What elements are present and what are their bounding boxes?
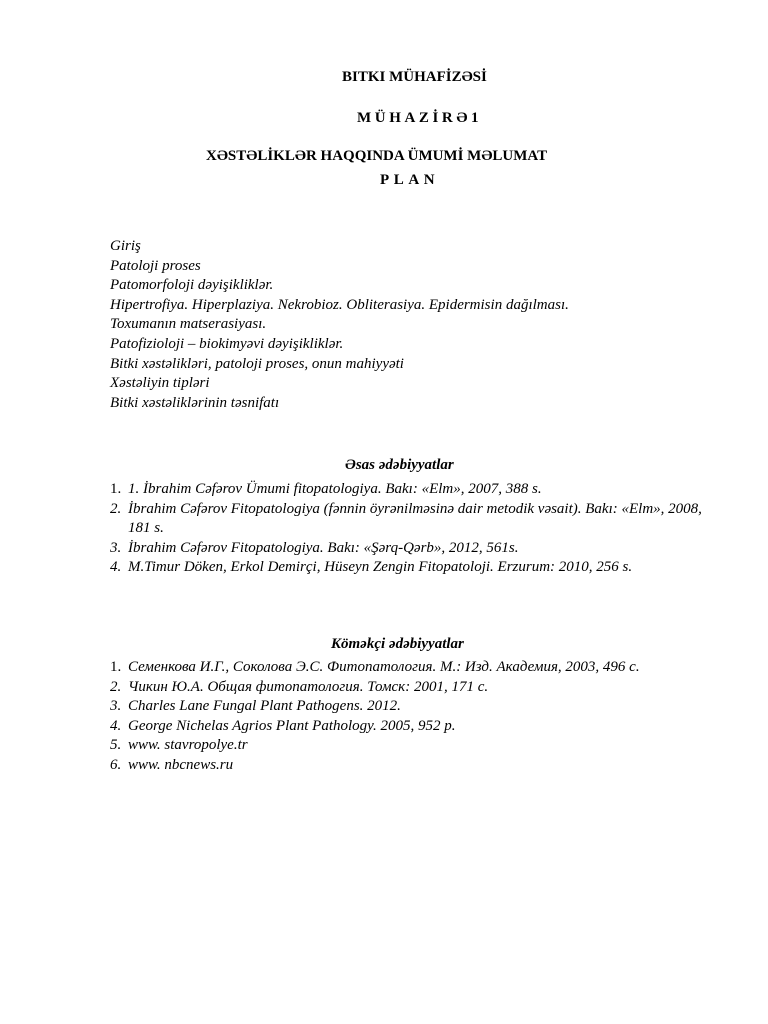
reference-item [110, 717, 710, 737]
reference-text: Чикин Ю.А. Общая фитопатология. Томск: 2001, 171 с. [128, 678, 489, 695]
plan-item: Toxumanın matserasiyası. [110, 316, 267, 333]
reference-number: 4. [110, 717, 122, 734]
reference-text: www. nbcnews.ru [128, 756, 234, 773]
reference-item [110, 756, 710, 776]
reference-text: Семенкова И.Г., Соколова Э.С. Фитопатология. М.: Изд. Академия, 2003, 496 с. [128, 659, 640, 675]
subject-title: BITKI MÜHAFİZƏSİ [342, 69, 487, 85]
reference-text: www. stavropolye.tr [128, 737, 248, 754]
auxiliary-literature-title: Köməkçi ədəbiyyatlar [331, 636, 464, 652]
plan-list [110, 237, 569, 413]
topic-title: XƏSTƏLİKLƏR HAQQINDA ÜMUMİ MƏLUMAT [206, 148, 548, 164]
reference-number: 1. [110, 481, 122, 497]
reference-text: İbrahim Cəfərov Fitopatologiya. Bakı: «Şərq-Qərb», 2012, 561s. [128, 539, 519, 556]
plan-item: Xəstəliyin tipləri [110, 375, 210, 392]
reference-item [110, 697, 710, 717]
reference-number: 5. [110, 737, 122, 754]
reference-item [110, 678, 710, 698]
reference-item [110, 558, 710, 578]
reference-number: 3. [110, 698, 122, 715]
reference-number: 2. [110, 500, 122, 517]
plan-item: Bitki xəstəlikləri, patoloji proses, onun mahiyyəti [110, 355, 404, 372]
reference-number: 1. [110, 659, 122, 675]
reference-text: George Nichelas Agrios Plant Pathology. 2005, 952 p. [128, 717, 456, 734]
reference-item [110, 539, 710, 559]
reference-text: Charles Lane Fungal Plant Pathogens. 2012. [128, 698, 401, 715]
plan-item: Patoloji proses [110, 257, 201, 274]
reference-number: 2. [110, 678, 122, 695]
auxiliary-literature-list [110, 658, 710, 776]
reference-number: 6. [110, 756, 122, 773]
reference-item [110, 500, 710, 539]
plan-item: Bitki xəstəliklərinin təsnifatı [110, 394, 280, 411]
reference-text: 1. İbrahim Cəfərov Ümumi fitopatologiya. Bakı: «Elm», 2007, 388 s. [128, 481, 542, 497]
reference-number: 3. [110, 539, 122, 556]
reference-item [110, 480, 710, 500]
plan-item: Giriş [110, 238, 141, 254]
reference-text: M.Timur Döken, Erkol Demirçi, Hüseyn Zengin Fitopatoloji. Erzurum: 2010, 256 s. [128, 559, 633, 576]
plan-item: Patofizioloji – biokimyəvi dəyişikliklər. [110, 335, 344, 352]
reference-item [110, 736, 710, 756]
plan-item: Hipertrofiya. Hiperplaziya. Nekrobioz. Obliterasiya. Epidermisin dağılması. [110, 296, 569, 313]
lecture-title: MÜHAZİRƏ1 [357, 110, 483, 126]
reference-number: 4. [110, 559, 122, 576]
reference-item [110, 658, 710, 678]
main-literature-list [110, 480, 710, 578]
plan-item: Patomorfoloji dəyişikliklər. [110, 277, 274, 294]
plan-title: PLAN [380, 172, 440, 188]
main-literature-title: Əsas ədəbiyyatlar [345, 457, 454, 473]
reference-text: İbrahim Cəfərov Fitopatologiya (fənnin öyrənilməsinə dair metodik vəsait). Bakı: «Elm», 2008, 181 s. [128, 500, 702, 537]
